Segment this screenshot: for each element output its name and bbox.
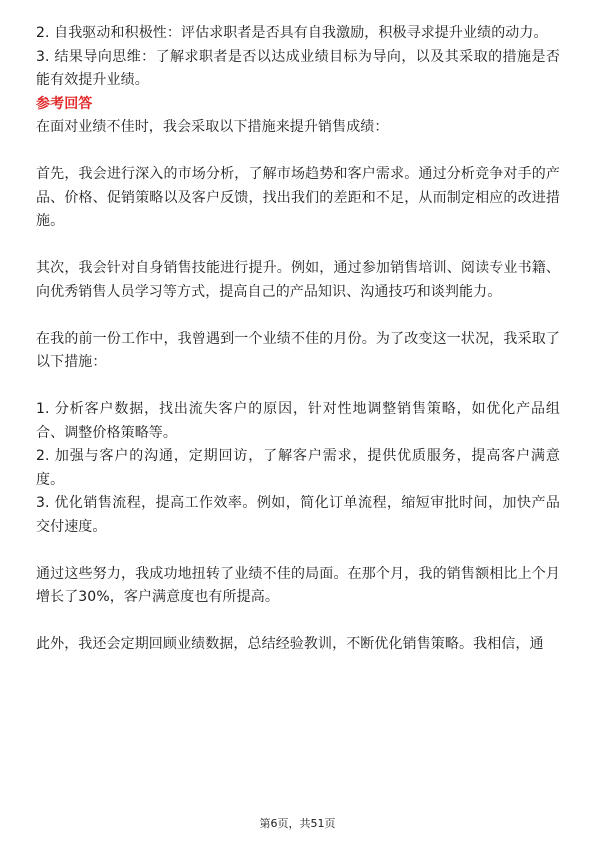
paragraph-spacer — [36, 375, 560, 399]
paragraph-spacer — [36, 304, 560, 328]
paragraph-spacer — [36, 610, 560, 634]
answer-paragraph-additionally: 此外，我还会定期回顾业绩数据，总结经验教训，不断优化销售策略。我相信，通 — [36, 636, 544, 652]
paragraph-spacer — [36, 234, 560, 258]
answer-paragraph-result: 通过这些努力，我成功地扭转了业绩不佳的局面。在那个月，我的销售额相比上个月增长了30%，客户满意度也有所提高。 — [36, 565, 560, 605]
paragraph-spacer — [36, 140, 560, 164]
criterion-item: 3. 结果导向思维：了解求职者是否以达成业绩目标为导向，以及其采取的措施是否能有效提升业绩。 — [36, 48, 560, 88]
answer-paragraph-previous-job: 在我的前一份工作中，我曾遇到一个业绩不佳的月份。为了改变这一状况，我采取了以下措施： — [36, 330, 560, 370]
answer-paragraph-first: 首先，我会进行深入的市场分析，了解市场趋势和客户需求。通过分析竞争对手的产品、价格、促销策略以及客户反馈，找出我们的差距和不足，从而制定相应的改进措施。 — [36, 166, 560, 229]
criterion-item: 2. 自我驱动和积极性：评估求职者是否具有自我激励，积极寻求提升业绩的动力。 — [36, 25, 548, 41]
measure-item: 3. 优化销售流程，提高工作效率。例如，简化订单流程，缩短审批时间，加快产品交付速度。 — [36, 495, 560, 535]
answer-paragraph-second: 其次，我会针对自身销售技能进行提升。例如，通过参加销售培训、阅读专业书籍、向优秀销售人员学习等方式，提高自己的产品知识、沟通技巧和谈判能力。 — [36, 260, 560, 300]
measure-item: 2. 加强与客户的沟通，定期回访，了解客户需求，提供优质服务，提高客户满意度。 — [36, 448, 560, 488]
page-content — [36, 22, 560, 657]
measure-item: 1. 分析客户数据，找出流失客户的原因，针对性地调整销售策略，如优化产品组合、调整价格策略等。 — [36, 401, 560, 441]
page-number-footer: 第6页，共51页 — [259, 817, 336, 830]
paragraph-spacer — [36, 539, 560, 563]
answer-intro: 在面对业绩不佳时，我会采取以下措施来提升销售成绩： — [36, 119, 389, 135]
reference-answer-heading: 参考回答 — [36, 95, 93, 112]
